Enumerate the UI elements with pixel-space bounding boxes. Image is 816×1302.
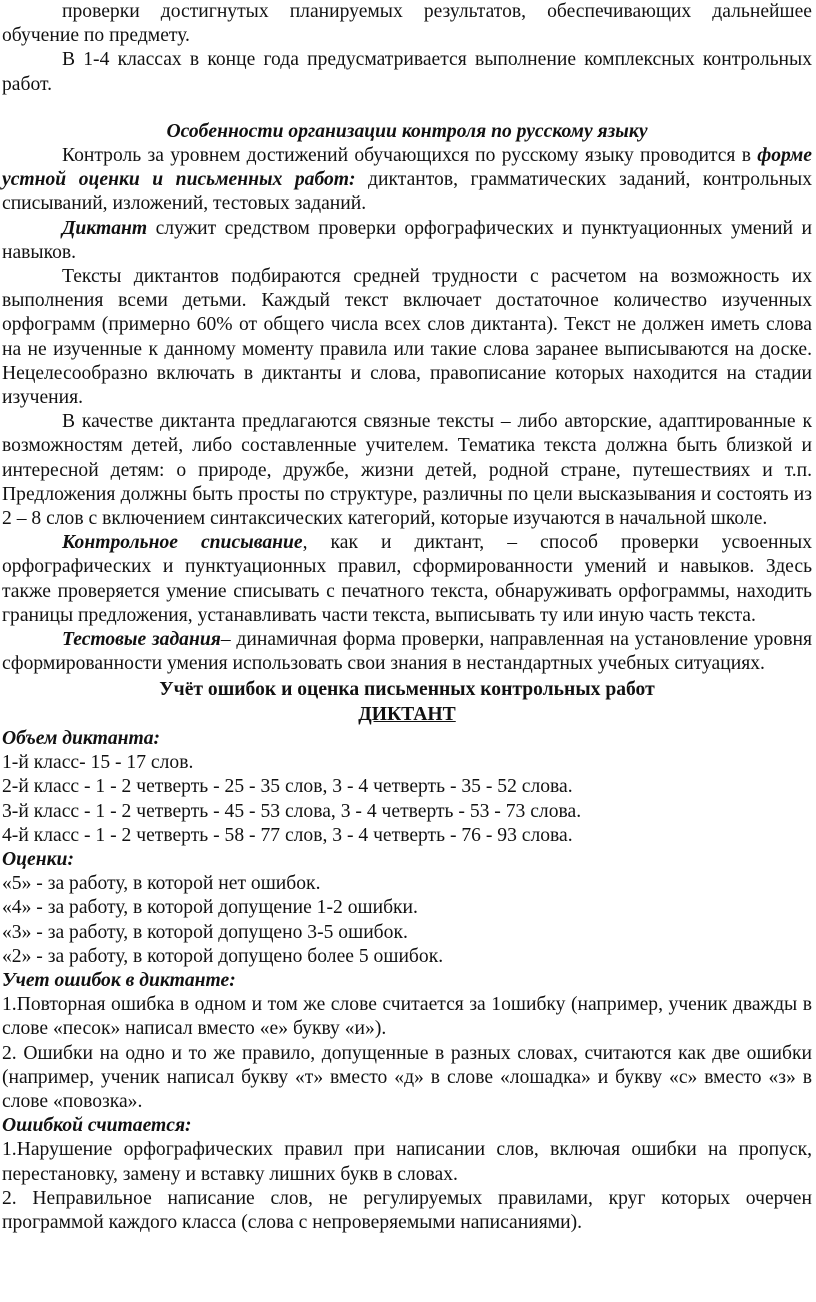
control-forms-list: диктантов, грамматических заданий, контрольных списываний, изложений, тестовых заданий. bbox=[2, 169, 813, 215]
tests-definition: – динамичная форма проверки, направленная на установление уровня сформированности умения использовать свои знания в нестандартных учебных ситуациях. bbox=[2, 629, 812, 675]
grade-item: «5» - за работу, в которой нет ошибок. bbox=[2, 873, 321, 895]
dictation-term: Диктант bbox=[62, 217, 148, 239]
copying-definition: , как и диктант, – способ проверки усвоенных орфографических и пунктуационных правил, сформированности умений и навыков. Здесь также проверяется умение списывать с печатного текста, обнаруживать орфограммы, находить границы предложения, устанавливать части текста, выписывать ту или иную часть текста. bbox=[2, 532, 812, 626]
grade-item: «3» - за работу, в которой допущено 3-5 ошибок. bbox=[2, 921, 408, 943]
spacer bbox=[2, 97, 812, 120]
dictation-heading bbox=[2, 703, 812, 727]
dictation-definition: служит средством проверки орфографических и пунктуационных умений и навыков. bbox=[2, 217, 812, 263]
dictation-texts-paragraph: Тексты диктантов подбираются средней трудности с расчетом на возможность их выполнения всеми детьми. Каждый текст включает достаточное количество изученных орфограмм (примерно 60% от общего числа всех слов диктанта). Текст не должен иметь слова на не изученные к данному моменту правила или такие слова заранее выписываются на доске. Нецелесообразно включать в диктанты и слова, правописание которых находится на стадии изучения. bbox=[2, 266, 812, 409]
counted-rule: 1.Нарушение орфографических правил при написании слов, включая ошибки на пропуск, перестановку, замену и вставку лишних букв в словах. bbox=[2, 1139, 812, 1185]
grade-item: «2» - за работу, в которой допущено более 5 ошибок. bbox=[2, 945, 444, 967]
counted-label: Ошибкой считается: bbox=[2, 1115, 192, 1137]
copying-term: Контрольное списывание bbox=[62, 532, 303, 554]
volume-item: 3-й класс - 1 - 2 четверть - 45 - 53 слова, 3 - 4 четверть - 53 - 73 слова. bbox=[2, 800, 582, 822]
error-rule: 2. Ошибки на одно и то же правило, допущенные в разных словах, считаются как две ошибки (например, ученик написал букву «т» вместо «д» в слове «лошадка» и букву «с» вместо «з» в слове «повозка». bbox=[2, 1042, 812, 1112]
intro-paragraph-2-text: В 1-4 классах в конце года предусматривается выполнение комплексных контрольных работ. bbox=[2, 49, 812, 95]
intro-paragraph-2 bbox=[2, 48, 812, 96]
error-rule: 1.Повторная ошибка в одном и том же слове считается за 1ошибку (например, ученик дважды в слове «песок» написал вместо «е» букву «и»). bbox=[2, 994, 812, 1040]
grade-item: «4» - за работу, в которой допущение 1-2 ошибки. bbox=[2, 897, 418, 919]
dictation-type-paragraph: В качестве диктанта предлагаются связные тексты – либо авторские, адаптированные к возможностям детей, либо составленные учителем. Тематика текста должна быть близкой и интересной детям: о природе, дружбе, жизни детей, родной стране, путешествиях и т.п. Предложения должны быть просты по структуре, различны по цели высказывания и состоять из 2 – 8 слов с включением синтаксических категорий, которые изучаются в начальной школе. bbox=[2, 411, 812, 530]
control-forms-text: Контроль за уровнем достижений обучающихся по русскому языку проводится в bbox=[62, 145, 758, 167]
grades-label: Оценки: bbox=[2, 848, 74, 870]
dictation-heading-text: ДИКТАНТ bbox=[358, 703, 456, 725]
counted-rule: 2. Неправильное написание слов, не регулируемых правилами, круг которых очерчен программой каждого класса (слова с непроверяемыми написаниями). bbox=[2, 1187, 812, 1233]
intro-paragraph-1 bbox=[2, 0, 812, 48]
section-heading-errors: Учёт ошибок и оценка письменных контрольных работ bbox=[159, 679, 655, 701]
control-forms-emphasis: форме устной оценки и письменных работ: bbox=[2, 145, 812, 191]
volume-item: 4-й класс - 1 - 2 четверть - 58 - 77 слов, 3 - 4 четверть - 76 - 93 слова. bbox=[2, 824, 573, 846]
intro-paragraph-1-text: проверки достигнутых планируемых результатов, обеспечивающих дальнейшее обучение по предмету. bbox=[2, 1, 812, 47]
tests-paragraph bbox=[2, 628, 812, 676]
volume-label: Объем диктанта: bbox=[2, 727, 161, 749]
tests-term: Тестовые задания bbox=[62, 629, 221, 651]
volume-item: 1-й класс- 15 - 17 слов. bbox=[2, 752, 194, 774]
volume-item: 2-й класс - 1 - 2 четверть - 25 - 35 слов, 3 - 4 четверть - 35 - 52 слова. bbox=[2, 776, 573, 798]
section-heading-control: Особенности организации контроля по русскому языку bbox=[166, 120, 648, 142]
errors-label: Учет ошибок в диктанте: bbox=[2, 969, 236, 991]
control-forms-paragraph bbox=[2, 144, 812, 217]
copying-paragraph bbox=[2, 531, 812, 628]
dictation-paragraph bbox=[2, 217, 812, 265]
